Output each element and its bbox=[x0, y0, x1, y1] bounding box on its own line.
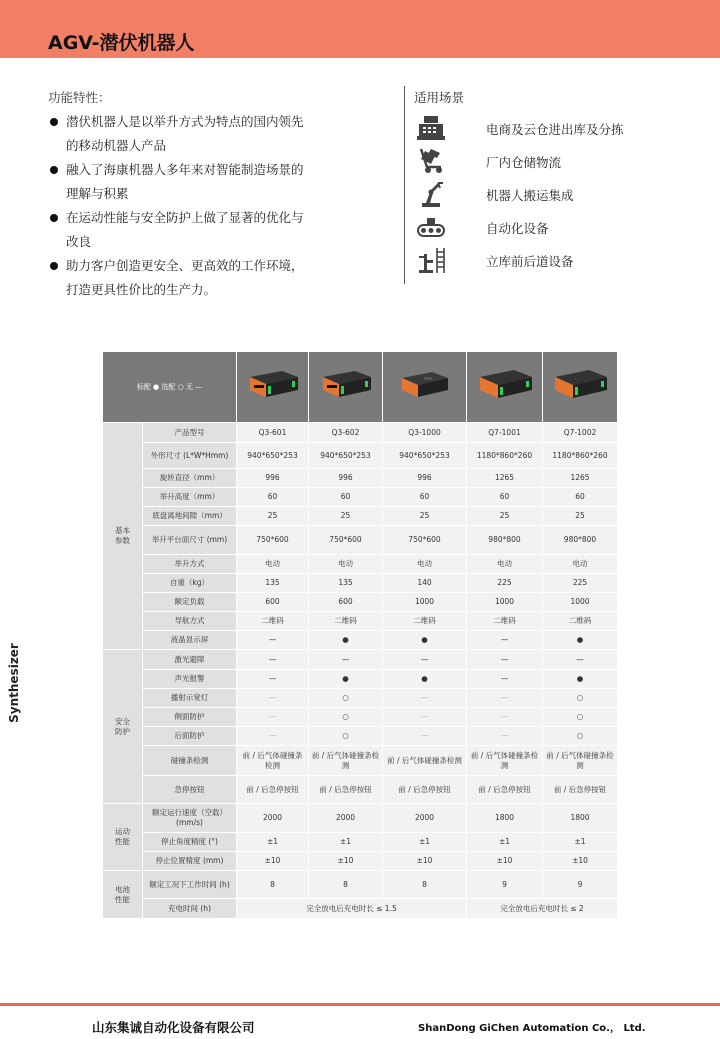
row-label: 举升平台面尺寸 (mm) bbox=[143, 526, 237, 555]
model-cell: Q3-1000 bbox=[383, 423, 467, 443]
table-row: 举升平台面尺寸 (mm) 750*600 750*600 750*600 980*800 980*800 bbox=[103, 526, 618, 555]
row-label: 液晶显示屏 bbox=[143, 631, 237, 650]
row-label: 举升高度（mm） bbox=[143, 488, 237, 507]
table-row: 旋转直径（mm） 996 996 996 1265 1265 bbox=[103, 469, 618, 488]
table-row: 后面防护 — ○ — — ○ bbox=[103, 727, 618, 746]
footer-line bbox=[0, 1003, 720, 1006]
applications-title: 适用场景 bbox=[414, 90, 465, 105]
feature-item: 潜伏机器人是以举升方式为特点的国内领先的移动机器人产品 bbox=[48, 110, 308, 158]
bullet-icon bbox=[50, 166, 58, 174]
table-row: 播射示宽灯 — ○ — — ○ bbox=[103, 689, 618, 708]
table-row: 停止位置精度 (mm) ±10 ±10 ±10 ±10 ±10 bbox=[103, 852, 618, 871]
table-row: 停止角度精度 (°) ±1 ±1 ±1 ±1 ±1 bbox=[103, 833, 618, 852]
application-item bbox=[414, 211, 714, 244]
charge-q7-cell: 完全放电后充电时长 ≤ 2 bbox=[467, 899, 618, 919]
feature-list bbox=[48, 110, 308, 302]
row-label: 额定负载 bbox=[143, 593, 237, 612]
agv-image bbox=[543, 352, 618, 423]
row-label: 导航方式 bbox=[143, 612, 237, 631]
row-label: 播射示宽灯 bbox=[143, 689, 237, 708]
agv-image bbox=[237, 352, 309, 423]
robot-arm-icon bbox=[416, 180, 446, 208]
model-cell: Q3-601 bbox=[237, 423, 309, 443]
application-label: 自动化设备 bbox=[486, 221, 549, 236]
cash-register-icon bbox=[416, 114, 446, 142]
company-name-en: ShanDong GiChen Automation Co.， Ltd. bbox=[418, 1023, 646, 1034]
model-cell: Q7-1002 bbox=[543, 423, 618, 443]
application-section bbox=[414, 88, 714, 277]
row-label: 产品型号 bbox=[143, 423, 237, 443]
model-cell: Q7-1001 bbox=[467, 423, 543, 443]
row-label: 额定运行速度（空载）(mm/s) bbox=[143, 804, 237, 833]
row-label: 额定工况下工作时间 (h) bbox=[143, 871, 237, 899]
agv-image bbox=[467, 352, 543, 423]
row-label: 外形尺寸 (L*W*Hmm) bbox=[143, 443, 237, 469]
table-row: 急停按钮 前 / 后急停按钮 前 / 后急停按钮 前 / 后急停按钮 前 / 后急停按钮 前 / 后急停按钮 bbox=[103, 776, 618, 804]
group-basic: 基本参数 bbox=[103, 423, 143, 650]
feature-item: 融入了海康机器人多年来对智能制造场景的理解与积累 bbox=[48, 158, 308, 206]
table-row: 液晶显示屏 — ● ● — ● bbox=[103, 631, 618, 650]
page-header bbox=[0, 0, 720, 58]
application-label: 机器人搬运集成 bbox=[486, 188, 574, 203]
table-row: 导航方式 二维码 二维码 二维码 二维码 二维码 bbox=[103, 612, 618, 631]
hand-truck-icon bbox=[416, 147, 446, 175]
section-divider bbox=[404, 86, 405, 284]
group-safety: 安全防护 bbox=[103, 650, 143, 804]
shelf-lift-icon bbox=[416, 246, 446, 274]
table-row: 外形尺寸 (L*W*Hmm) 940*650*253 940*650*253 940*650*253 1180*860*260 1180*860*260 bbox=[103, 443, 618, 469]
row-label: 自重（kg） bbox=[143, 574, 237, 593]
bullet-icon bbox=[50, 214, 58, 222]
bullet-icon bbox=[50, 118, 58, 126]
application-item bbox=[414, 145, 714, 178]
table-header-row bbox=[103, 352, 618, 423]
table-row: 自重（kg） 135 135 140 225 225 bbox=[103, 574, 618, 593]
table-row: 电池性能 额定工况下工作时间 (h) 8 8 8 9 9 bbox=[103, 871, 618, 899]
table-row: 安全防护 激光避障 — — — — — bbox=[103, 650, 618, 670]
row-label: 停止位置精度 (mm) bbox=[143, 852, 237, 871]
table-row: 声光报警 — ● ● — ● bbox=[103, 670, 618, 689]
row-label: 后面防护 bbox=[143, 727, 237, 746]
company-name: 山东集诚自动化设备有限公司 bbox=[92, 1020, 255, 1035]
row-label: 急停按钮 bbox=[143, 776, 237, 804]
features-title: 功能特性： bbox=[48, 90, 111, 105]
feature-item: 在运动性能与安全防护上做了显著的优化与改良 bbox=[48, 206, 308, 254]
conveyor-icon bbox=[416, 213, 446, 241]
row-label: 旋转直径（mm） bbox=[143, 469, 237, 488]
brand-text: Synthesizer bbox=[7, 643, 21, 723]
feature-section bbox=[48, 86, 308, 302]
table-row bbox=[103, 899, 618, 919]
model-cell: Q3-602 bbox=[309, 423, 383, 443]
row-label: 声光报警 bbox=[143, 670, 237, 689]
row-label: 激光避障 bbox=[143, 650, 237, 670]
application-item bbox=[414, 178, 714, 211]
application-item bbox=[414, 112, 714, 145]
row-label: 侧面防护 bbox=[143, 708, 237, 727]
charge-q3-cell: 完全放电后充电时长 ≤ 1.5 bbox=[237, 899, 467, 919]
table-row: 额定负载 600 600 1000 1000 1000 bbox=[103, 593, 618, 612]
application-label: 立库前后道设备 bbox=[486, 254, 574, 269]
brand-sidebar bbox=[7, 638, 21, 728]
row-label: 停止角度精度 (°) bbox=[143, 833, 237, 852]
bullet-icon bbox=[50, 262, 58, 270]
row-label: 碰撞条检测 bbox=[143, 746, 237, 776]
table-row: 举升高度（mm） 60 60 60 60 60 bbox=[103, 488, 618, 507]
table-row: 侧面防护 — ○ — — ○ bbox=[103, 708, 618, 727]
application-item bbox=[414, 244, 714, 277]
row-label: 充电时间 (h) bbox=[143, 899, 237, 919]
agv-image bbox=[309, 352, 383, 423]
group-motion: 运动性能 bbox=[103, 804, 143, 871]
agv-image bbox=[383, 352, 467, 423]
page-title: AGV-潜伏机器人 bbox=[48, 32, 195, 54]
row-label: 底盘离地间隙（mm） bbox=[143, 507, 237, 526]
table-row: 举升方式 电动 电动 电动 电动 电动 bbox=[103, 555, 618, 574]
feature-item: 助力客户创造更安全、更高效的工作环境，打造更具性价比的生产力。 bbox=[48, 254, 308, 302]
table-row bbox=[103, 423, 618, 443]
row-label: 举升方式 bbox=[143, 555, 237, 574]
legend-cell: 标配 ● 选配 ○ 无 — bbox=[103, 352, 237, 423]
application-label: 厂内仓储物流 bbox=[486, 155, 562, 170]
table-row: 碰撞条检测 前 / 后气体碰撞条检测 前 / 后气体碰撞条检测 前 / 后气体碰撞条检测 前 / 后气体碰撞条检测 前 / 后气体碰撞条检测 bbox=[103, 746, 618, 776]
group-battery: 电池性能 bbox=[103, 871, 143, 919]
spec-table bbox=[102, 351, 618, 919]
application-label: 电商及云仓进出库及分拣 bbox=[486, 122, 624, 137]
table-row: 运动性能 额定运行速度（空载）(mm/s) 2000 2000 2000 1800 1800 bbox=[103, 804, 618, 833]
table-row: 底盘离地间隙（mm） 25 25 25 25 25 bbox=[103, 507, 618, 526]
